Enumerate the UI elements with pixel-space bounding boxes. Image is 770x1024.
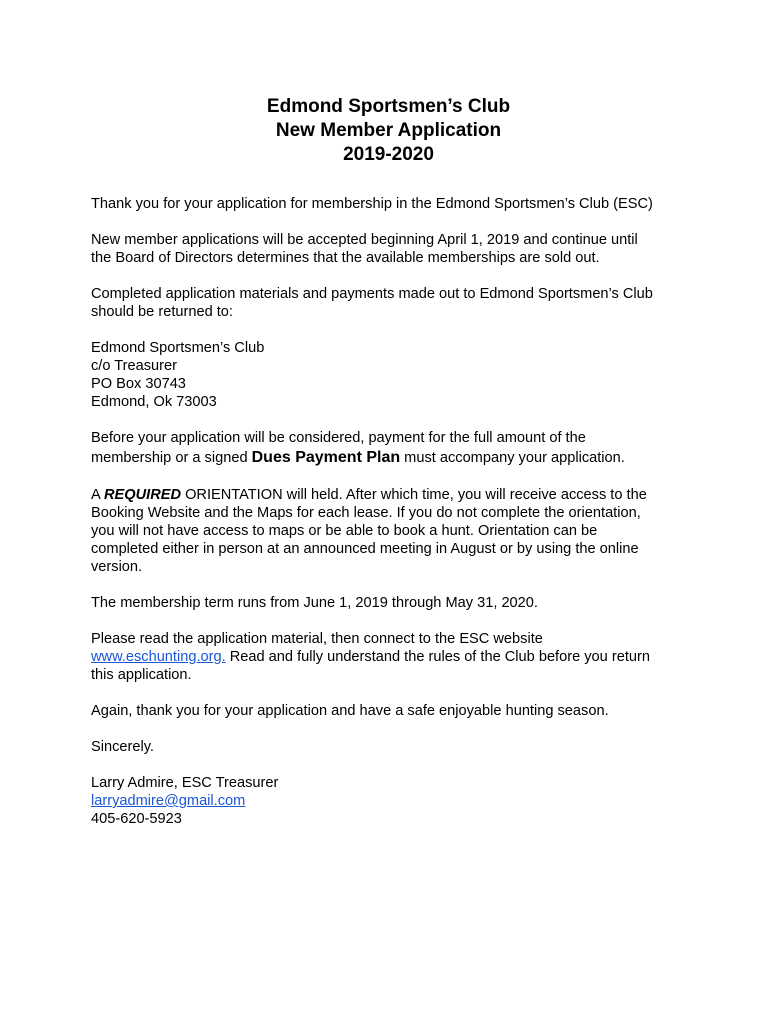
return-line-1: Completed application materials and payments made out to Edmond Sportsmen’s Club — [91, 286, 653, 302]
return-paragraph — [91, 285, 690, 321]
acceptance-paragraph — [91, 231, 690, 267]
return-line-2: should be returned to: — [91, 304, 233, 320]
term-text: The membership term runs from June 1, 2019 through May 31, 2020. — [91, 595, 538, 611]
intro-text: Thank you for your application for membership in the Edmond Sportsmen’s Club (ESC) — [91, 196, 653, 212]
title-block — [87, 95, 690, 167]
orientation-line-4: completed either in person at an announced meeting in August or by using the online — [91, 541, 639, 557]
email-link[interactable]: larryadmire@gmail.com — [91, 793, 246, 809]
payment-line-2 — [91, 448, 690, 468]
orientation-line-2: Booking Website and the Maps for each lease. If you do not complete the orientation, — [91, 505, 641, 521]
signature-phone: 405-620-5923 — [91, 811, 182, 827]
closing-paragraph — [91, 702, 690, 720]
address-city: Edmond, Ok 73003 — [91, 394, 217, 410]
orientation-line-5: version. — [91, 559, 143, 575]
required-emphasis: REQUIRED — [103, 487, 182, 503]
signature-block — [91, 774, 690, 828]
acceptance-line-2: the Board of Directors determines that the available memberships are sold out. — [91, 250, 600, 266]
document-title: New Member Application — [275, 120, 502, 141]
letter-body — [91, 195, 690, 828]
signature-name: Larry Admire, ESC Treasurer — [91, 775, 279, 791]
orientation-prefix: A — [91, 487, 104, 503]
dues-payment-plan-label: Dues Payment Plan — [251, 449, 401, 466]
payment-paragraph — [91, 429, 690, 468]
website-line-1: Please read the application material, then connect to the ESC website — [91, 631, 543, 647]
signature-email-line — [91, 792, 690, 810]
orientation-line-1-rest: ORIENTATION will held. After which time, you will receive access to the — [181, 487, 647, 503]
address-po-box: PO Box 30743 — [91, 376, 186, 392]
website-line-2 — [91, 648, 690, 666]
payment-line-2-start: membership or a signed — [91, 450, 252, 466]
mailing-address — [91, 339, 690, 411]
orientation-paragraph — [91, 486, 690, 576]
orientation-line-1 — [91, 486, 690, 504]
payment-line-1: Before your application will be considered, payment for the full amount of the — [91, 430, 586, 446]
acceptance-line-1: New member applications will be accepted beginning April 1, 2019 and continue until — [91, 232, 638, 248]
club-name-heading: Edmond Sportsmen’s Club — [266, 96, 511, 117]
signoff-text: Sincerely. — [91, 739, 154, 755]
address-name: Edmond Sportsmen’s Club — [91, 340, 265, 356]
intro-paragraph — [91, 195, 690, 213]
website-line-3: this application. — [91, 667, 192, 683]
term-paragraph — [91, 594, 690, 612]
orientation-line-3: you will not have access to maps or be able to book a hunt. Orientation can be — [91, 523, 598, 539]
address-attention: c/o Treasurer — [91, 358, 177, 374]
season-heading: 2019-2020 — [343, 144, 434, 165]
website-link[interactable]: www.eschunting.org. — [91, 649, 226, 665]
closing-text: Again, thank you for your application and have a safe enjoyable hunting season. — [91, 703, 609, 719]
website-paragraph — [91, 630, 690, 684]
signoff-paragraph — [91, 738, 690, 756]
payment-line-2-end: must accompany your application. — [400, 450, 625, 466]
website-line-2-rest: Read and fully understand the rules of the Club before you return — [225, 649, 650, 665]
